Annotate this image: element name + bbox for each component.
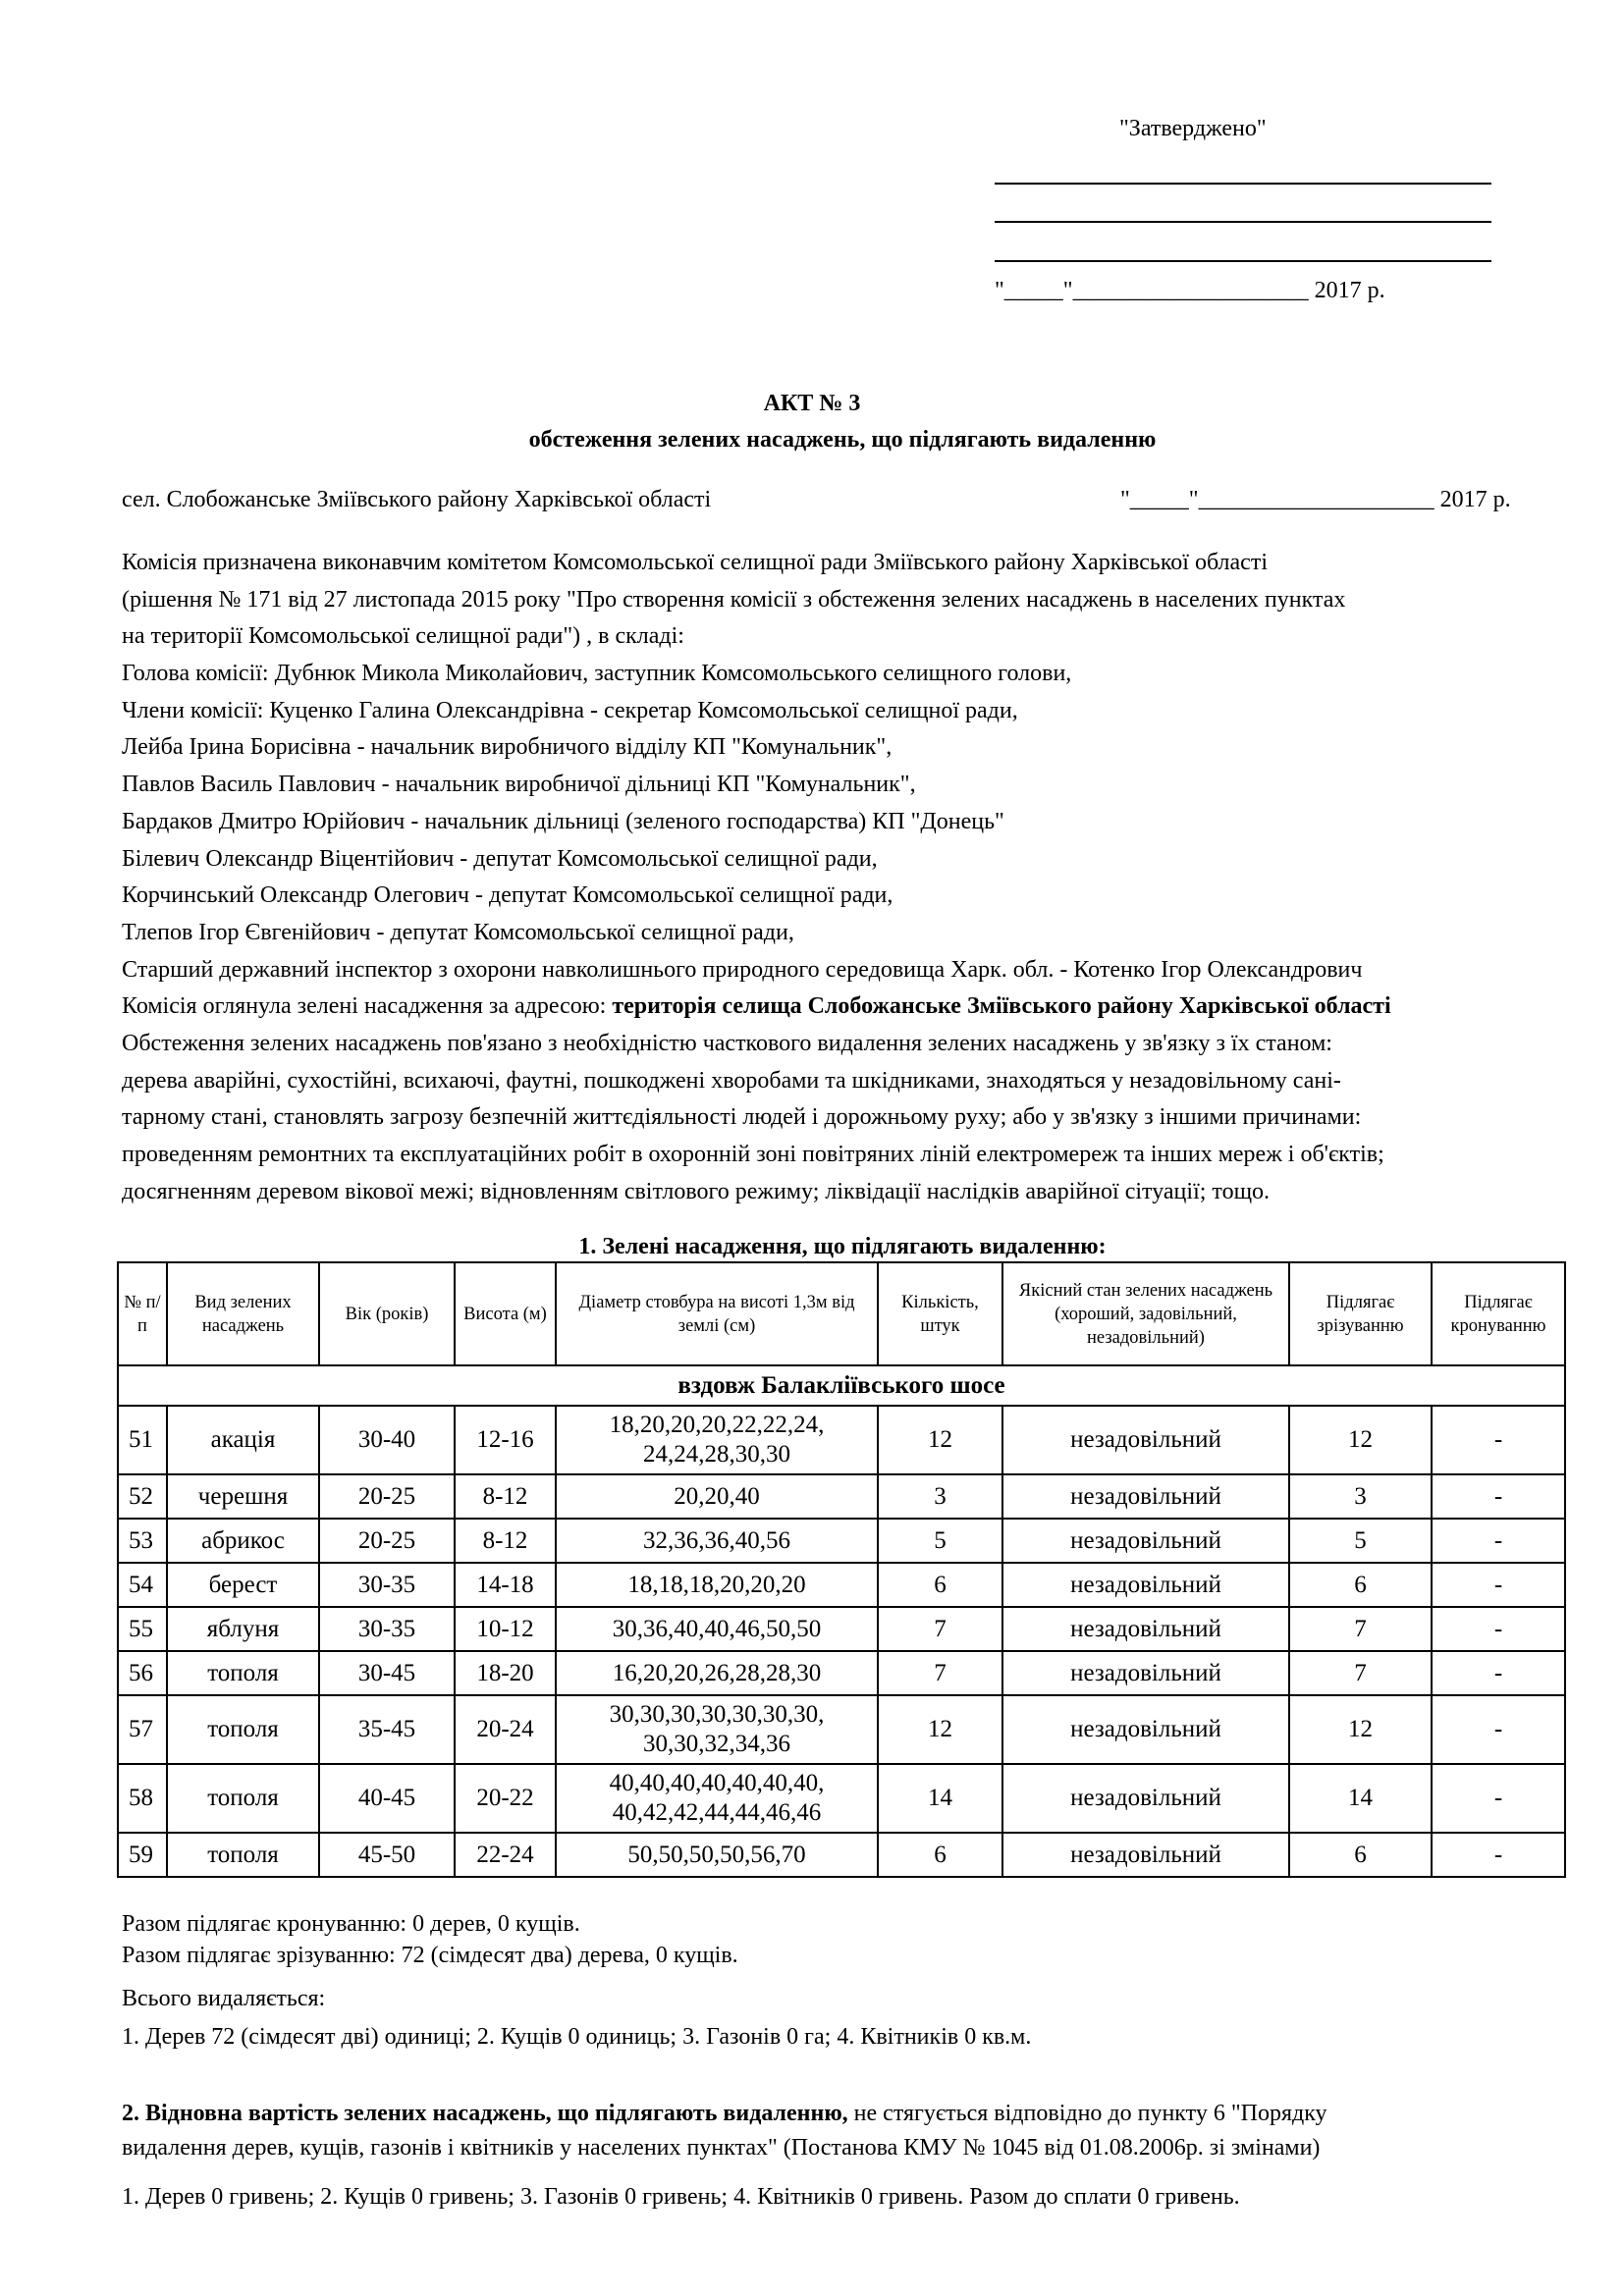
cell-diameter: 30,36,40,40,46,50,50 (556, 1607, 878, 1651)
cell-state: незадовільний (1002, 1607, 1289, 1651)
cell-age: 40-45 (319, 1764, 455, 1833)
cell-species: черешня (167, 1474, 319, 1519)
cell-state: незадовільний (1002, 1833, 1289, 1877)
diameter-line: 30,30,32,34,36 (643, 1731, 790, 1757)
intro-line: Білевич Олександр Віцентійович - депутат Комсомольської селищної ради, (122, 845, 878, 872)
cell-age: 35-45 (319, 1695, 455, 1764)
cell-height: 18-20 (455, 1651, 556, 1695)
cell-height: 20-22 (455, 1764, 556, 1833)
section2-text: не стягується відповідно до пункту 6 "Порядку (847, 2101, 1327, 2126)
cell-crown: - (1432, 1651, 1565, 1695)
intro-line: на території Комсомольської селищної ради") , в складі: (122, 623, 684, 650)
cell-height: 8-12 (455, 1519, 556, 1563)
cell-number: 59 (118, 1833, 167, 1877)
cell-state: незадовільний (1002, 1695, 1289, 1764)
cell-height: 10-12 (455, 1607, 556, 1651)
cell-height: 12-16 (455, 1406, 556, 1474)
cell-species: тополя (167, 1695, 319, 1764)
table-header-row (118, 1262, 1565, 1365)
table-group-row (118, 1365, 1565, 1406)
cell-age: 30-35 (319, 1563, 455, 1607)
diameter-line: 24,24,28,30,30 (643, 1441, 790, 1468)
section1-heading: 1. Зелені насадження, що підлягають видаленню: (578, 1234, 1107, 1259)
cell-cut: 14 (1289, 1764, 1432, 1833)
reason-line: досягненням деревом вікової межі; відновленням світлового режиму; ліквідації наслідків аварійної сітуації; тощо. (122, 1178, 1271, 1204)
cell-species: тополя (167, 1651, 319, 1695)
approval-label: "Затверджено" (1119, 116, 1267, 141)
reason-line: дерева аварійні, сухостійні, всихаючі, фаутні, пошкоджені хворобами та шкідниками, знаходяться у незадовільному сані- (122, 1067, 1341, 1094)
address-prefix: Комісія оглянула зелені насадження за адресою: (122, 993, 613, 1020)
col-header: Підлягає зрізуванню (1289, 1262, 1432, 1365)
cell-state: незадовільний (1002, 1474, 1289, 1519)
diameter-line: 18,20,20,20,22,22,24, (609, 1412, 825, 1438)
cell-age: 30-35 (319, 1607, 455, 1651)
place-date: "_____"____________________ 2017 р. (1120, 487, 1511, 512)
cell-quantity: 12 (878, 1695, 1002, 1764)
cell-number: 55 (118, 1607, 167, 1651)
cell-quantity: 3 (878, 1474, 1002, 1519)
cell-number: 54 (118, 1563, 167, 1607)
cell-age: 20-25 (319, 1519, 455, 1563)
total-crown: Разом підлягає кронуванню: 0 дерев, 0 кущів. (122, 1911, 580, 1937)
col-header: Якісний стан зелених насаджень (хороший, задовільний, незадовільний) (1002, 1262, 1289, 1365)
cell-cut: 6 (1289, 1833, 1432, 1877)
table-row (118, 1695, 1565, 1764)
cell-crown: - (1432, 1406, 1565, 1474)
section2-line3: 1. Дерев 0 гривень; 2. Кущів 0 гривень; 3. Газонів 0 гривень; 4. Квітників 0 гривень. Разом до сплати 0 гривень. (122, 2184, 1240, 2210)
col-header: Висота (м) (455, 1262, 556, 1365)
intro-line: Бардаков Дмитро Юрійович - начальник дільниці (зеленого господарства) КП "Донець" (122, 808, 1004, 834)
approval-date: "_____"____________________ 2017 р. (995, 278, 1385, 303)
cell-number: 56 (118, 1651, 167, 1695)
cell-quantity: 7 (878, 1607, 1002, 1651)
cell-height: 22-24 (455, 1833, 556, 1877)
intro-line: Комісія призначена виконавчим комітетом Комсомольської селищної ради Зміївського району Харківської області (122, 550, 1268, 575)
table-row (118, 1519, 1565, 1563)
col-header: Підлягає кронуванню (1432, 1262, 1565, 1365)
intro-line: Корчинський Олександр Олегович - депутат Комсомольської селищної ради, (122, 882, 893, 909)
total-all-line: 1. Дерев 72 (сімдесят дві) одиниці; 2. Кущів 0 одиниць; 3. Газонів 0 га; 4. Квітників 0 кв.м. (122, 2024, 1032, 2050)
cell-quantity: 6 (878, 1563, 1002, 1607)
table-row (118, 1651, 1565, 1695)
cell-quantity: 5 (878, 1519, 1002, 1563)
section2-heading: 2. Відновна вартість зелених насаджень, що підлягають видаленню, (122, 2101, 848, 2126)
cell-cut: 12 (1289, 1406, 1432, 1474)
approval-signature-line (995, 221, 1491, 223)
reason-line: тарному стані, становлять загрозу безпечній життєдіяльності людей і дорожньому руху; або у зв'язку з іншими причинами: (122, 1104, 1362, 1131)
cell-diameter: 50,50,50,50,56,70 (556, 1833, 878, 1877)
cell-crown: - (1432, 1474, 1565, 1519)
cell-quantity: 14 (878, 1764, 1002, 1833)
cell-crown: - (1432, 1833, 1565, 1877)
intro-line: Лейба Ірина Борисівна - начальник виробничого відділу КП "Комунальник", (122, 734, 893, 761)
table-row (118, 1474, 1565, 1519)
reason-line: Обстеження зелених насаджень пов'язано з необхідністю часткового видалення зелених насаджень у зв'язку з їх станом: (122, 1030, 1332, 1056)
table-row (118, 1764, 1565, 1833)
col-header: Діаметр стовбура на висоті 1,3м від землі (см) (556, 1262, 878, 1365)
cell-crown: - (1432, 1519, 1565, 1563)
cell-crown: - (1432, 1607, 1565, 1651)
cell-height: 8-12 (455, 1474, 556, 1519)
cell-age: 30-45 (319, 1651, 455, 1695)
cell-number: 58 (118, 1764, 167, 1833)
cell-state: незадовільний (1002, 1563, 1289, 1607)
place-text: сел. Слобожанське Зміївського району Харківської області (122, 487, 712, 512)
section2-line2: видалення дерев, кущів, газонів і квітників у населених пунктах" (Постанова КМУ № 1045 від 01.08.2006р. зі змінами) (122, 2135, 1321, 2161)
cell-height: 14-18 (455, 1563, 556, 1607)
cell-crown: - (1432, 1764, 1565, 1833)
cell-species: тополя (167, 1764, 319, 1833)
cell-diameter (556, 1695, 878, 1764)
cell-crown: - (1432, 1695, 1565, 1764)
section2-line1 (122, 2101, 1327, 2127)
cell-diameter (556, 1764, 878, 1833)
cell-state: незадовільний (1002, 1764, 1289, 1833)
cell-age: 20-25 (319, 1474, 455, 1519)
approval-signature-line (995, 183, 1491, 185)
act-title: АКТ № 3 (763, 391, 861, 416)
table-row (118, 1833, 1565, 1877)
cell-quantity: 6 (878, 1833, 1002, 1877)
col-header: Кількість, штук (878, 1262, 1002, 1365)
cell-state: незадовільний (1002, 1519, 1289, 1563)
cell-diameter (556, 1406, 878, 1474)
group-label: вздовж Балакліївського шосе (118, 1365, 1565, 1406)
plantings-table (117, 1261, 1566, 1878)
address-value: територія селища Слобожанське Зміївського району Харківської області (612, 993, 1391, 1020)
col-header: Вид зелених насаджень (167, 1262, 319, 1365)
cell-state: незадовільний (1002, 1651, 1289, 1695)
cell-number: 53 (118, 1519, 167, 1563)
cell-quantity: 12 (878, 1406, 1002, 1474)
cell-quantity: 7 (878, 1651, 1002, 1695)
col-header: № п/п (118, 1262, 167, 1365)
address-line (122, 988, 1391, 1026)
intro-line: Тлепов Ігор Євгенійович - депутат Комсомольської селищної ради, (122, 919, 794, 945)
diameter-line: 40,42,42,44,44,46,46 (612, 1799, 822, 1826)
intro-line: Голова комісії: Дубнюк Микола Миколайович, заступник Комсомольського селищного голови, (122, 661, 1072, 687)
cell-cut: 3 (1289, 1474, 1432, 1519)
table-row (118, 1406, 1565, 1474)
intro-line: Павлов Василь Павлович - начальник виробничої дільниці КП "Комунальник", (122, 772, 916, 798)
table-row (118, 1607, 1565, 1651)
cell-diameter: 18,18,18,20,20,20 (556, 1563, 878, 1607)
cell-species: берест (167, 1563, 319, 1607)
cell-species: тополя (167, 1833, 319, 1877)
intro-paragraph (122, 545, 1391, 1210)
cell-diameter: 32,36,36,40,56 (556, 1519, 878, 1563)
cell-species: абрикос (167, 1519, 319, 1563)
cell-number: 51 (118, 1406, 167, 1474)
cell-age: 30-40 (319, 1406, 455, 1474)
col-header: Вік (років) (319, 1262, 455, 1365)
intro-line: Члени комісії: Куценко Галина Олександрівна - секретар Комсомольської селищної ради, (122, 697, 1018, 723)
diameter-line: 40,40,40,40,40,40,40, (609, 1770, 825, 1796)
act-subtitle: обстеження зелених насаджень, що підлягають видаленню (528, 427, 1157, 453)
cell-number: 57 (118, 1695, 167, 1764)
cell-cut: 7 (1289, 1607, 1432, 1651)
cell-height: 20-24 (455, 1695, 556, 1764)
cell-species: акація (167, 1406, 319, 1474)
cell-cut: 12 (1289, 1695, 1432, 1764)
total-all-label: Всього видаляється: (122, 1986, 326, 2011)
approval-signature-line (995, 260, 1491, 262)
diameter-line: 30,30,30,30,30,30,30, (609, 1701, 825, 1728)
cell-cut: 7 (1289, 1651, 1432, 1695)
cell-number: 52 (118, 1474, 167, 1519)
reason-line: проведенням ремонтних та експлуатаційних робіт в охоронній зоні повітряних ліній електромереж та інших мереж і об'єктів; (122, 1142, 1384, 1167)
total-cut: Разом підлягає зрізуванню: 72 (сімдесят два) дерева, 0 кущів. (122, 1943, 738, 1968)
cell-diameter: 16,20,20,26,28,28,30 (556, 1651, 878, 1695)
cell-age: 45-50 (319, 1833, 455, 1877)
intro-line: Старший державний інспектор з охорони навколишнього природного середовища Харк. обл. - Котенко Ігор Олександрович (122, 956, 1363, 983)
cell-cut: 6 (1289, 1563, 1432, 1607)
cell-diameter: 20,20,40 (556, 1474, 878, 1519)
intro-line: (рішення № 171 від 27 листопада 2015 року "Про створення комісії з обстеження зелених насаджень в населених пунктах (122, 586, 1346, 613)
cell-species: яблуня (167, 1607, 319, 1651)
cell-crown: - (1432, 1563, 1565, 1607)
cell-cut: 5 (1289, 1519, 1432, 1563)
cell-state: незадовільний (1002, 1406, 1289, 1474)
table-row (118, 1563, 1565, 1607)
